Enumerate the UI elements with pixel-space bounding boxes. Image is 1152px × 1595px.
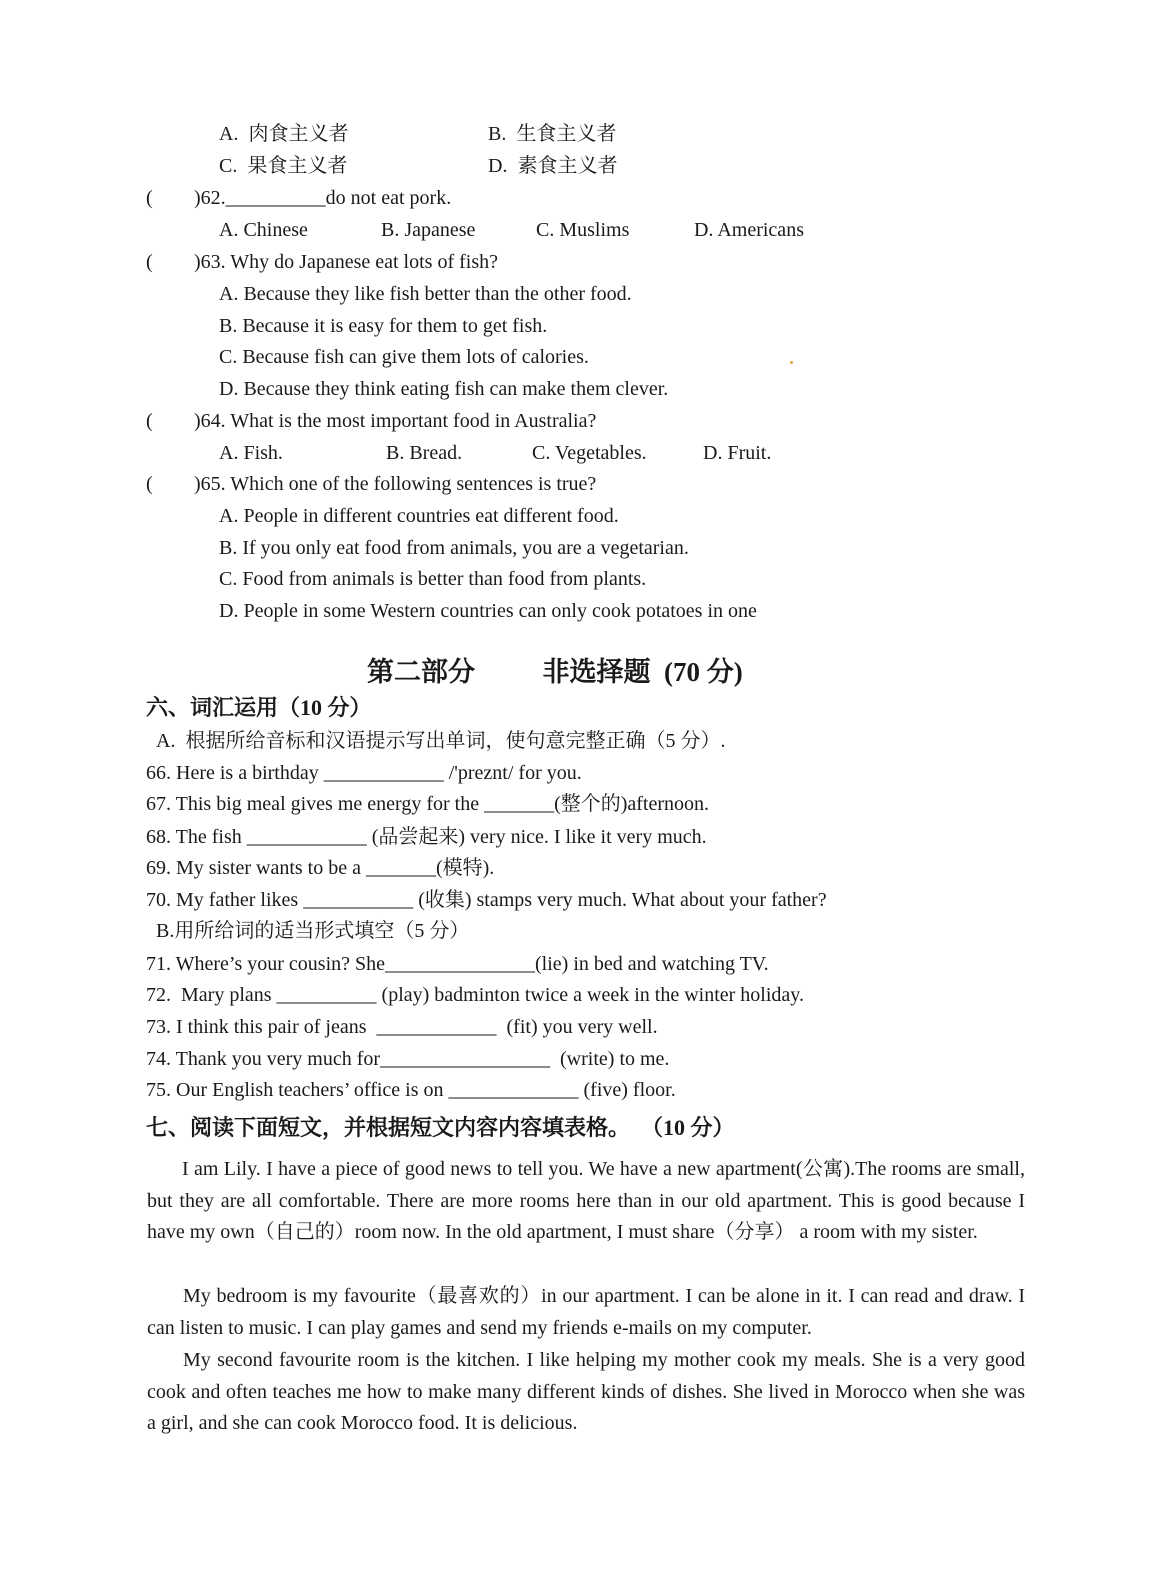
q66: 66. Here is a birthday ____________ /'preznt/ for you. xyxy=(146,762,582,784)
reading-paragraph-3: My second favourite room is the kitchen. I like helping my mother cook my meals. She is a very good cook and often teaches me how to make many different kinds of dishes. She lived in Morocco when she was a girl, and she can cook Morocco food. It is delicious. xyxy=(147,1349,1025,1435)
section6-part-a-instructions: A. 根据所给音标和汉语提示写出单词，使句意完整正确（5 分）. xyxy=(156,730,726,752)
q65-option-b: B. If you only eat food from animals, you are a vegetarian. xyxy=(219,537,689,559)
q71: 71. Where’s your cousin? She_______________(lie) in bed and watching TV. xyxy=(146,953,769,975)
q64-option-a: A. Fish. xyxy=(219,442,283,464)
q64-answer-paren: ( xyxy=(146,410,153,432)
q64-stem: )64. What is the most important food in Australia? xyxy=(194,410,597,432)
q72: 72. Mary plans __________ (play) badminton twice a week in the winter holiday. xyxy=(146,984,804,1006)
q61-option-d: D. 素食主义者 xyxy=(488,155,618,177)
section6-title: 六、词汇运用（10 分） xyxy=(146,695,372,720)
q62-answer-paren: ( xyxy=(146,187,153,209)
q74: 74. Thank you very much for_________________ (write) to me. xyxy=(146,1048,670,1070)
q62-option-b: B. Japanese xyxy=(381,219,476,241)
q65-option-c: C. Food from animals is better than food from plants. xyxy=(219,568,647,590)
q63-answer-paren: ( xyxy=(146,251,153,273)
section7-title: 七、阅读下面短文，并根据短文内容内容填表格。 （10 分） xyxy=(146,1115,735,1140)
q69: 69. My sister wants to be a _______(模特). xyxy=(146,857,495,879)
q63-option-c: C. Because fish can give them lots of calories. xyxy=(219,346,589,368)
part2-title: 第二部分 非选择题 (70 分) xyxy=(367,657,743,687)
q65-option-d: D. People in some Western countries can only cook potatoes in one xyxy=(219,600,757,622)
q63-option-a: A. Because they like fish better than the other food. xyxy=(219,283,632,305)
q61-option-c: C. 果食主义者 xyxy=(219,155,348,177)
q64-option-d: D. Fruit. xyxy=(703,442,772,464)
q65-answer-paren: ( xyxy=(146,473,153,495)
q64-option-b: B. Bread. xyxy=(386,442,463,464)
q62-option-d: D. Americans xyxy=(694,219,804,241)
q68: 68. The fish ____________ (品尝起来) very nice. I like it very much. xyxy=(146,826,707,848)
q61-option-b: B. 生食主义者 xyxy=(488,123,617,145)
reading-paragraph-2: My bedroom is my favourite（最喜欢的）in our apartment. I can be alone in it. I can read and draw. I can listen to music. I can play games and send my friends e-mails on my computer. xyxy=(147,1285,1025,1339)
q65-option-a: A. People in different countries eat different food. xyxy=(219,505,619,527)
q75: 75. Our English teachers’ office is on _____________ (five) floor. xyxy=(146,1079,676,1101)
reading-paragraph-1: I am Lily. I have a piece of good news to tell you. We have a new apartment(公寓).The rooms are small, but they are all comfortable. There are more rooms here than in our old apartment. This is good because I have my own（自己的）room now. In the old apartment, I must share（分享） a room with my sister. xyxy=(147,1158,1025,1244)
q65-stem: )65. Which one of the following sentences is true? xyxy=(194,473,597,495)
q62-option-a: A. Chinese xyxy=(219,219,308,241)
q64-option-c: C. Vegetables. xyxy=(532,442,647,464)
q70: 70. My father likes ___________ (收集) stamps very much. What about your father? xyxy=(146,889,827,911)
q61-option-a: A. 肉食主义者 xyxy=(219,123,349,145)
q63-option-d: D. Because they think eating fish can make them clever. xyxy=(219,378,669,400)
section6-part-b-instructions: B.用所给词的适当形式填空（5 分） xyxy=(156,920,470,942)
q73: 73. I think this pair of jeans ____________ (fit) you very well. xyxy=(146,1016,658,1038)
stray-dot xyxy=(790,361,793,364)
q63-stem: )63. Why do Japanese eat lots of fish? xyxy=(194,251,498,273)
q67: 67. This big meal gives me energy for the _______(整个的)afternoon. xyxy=(146,793,710,815)
q63-option-b: B. Because it is easy for them to get fish. xyxy=(219,315,548,337)
q62-stem: )62.__________do not eat pork. xyxy=(194,187,452,209)
q62-option-c: C. Muslims xyxy=(536,219,630,241)
